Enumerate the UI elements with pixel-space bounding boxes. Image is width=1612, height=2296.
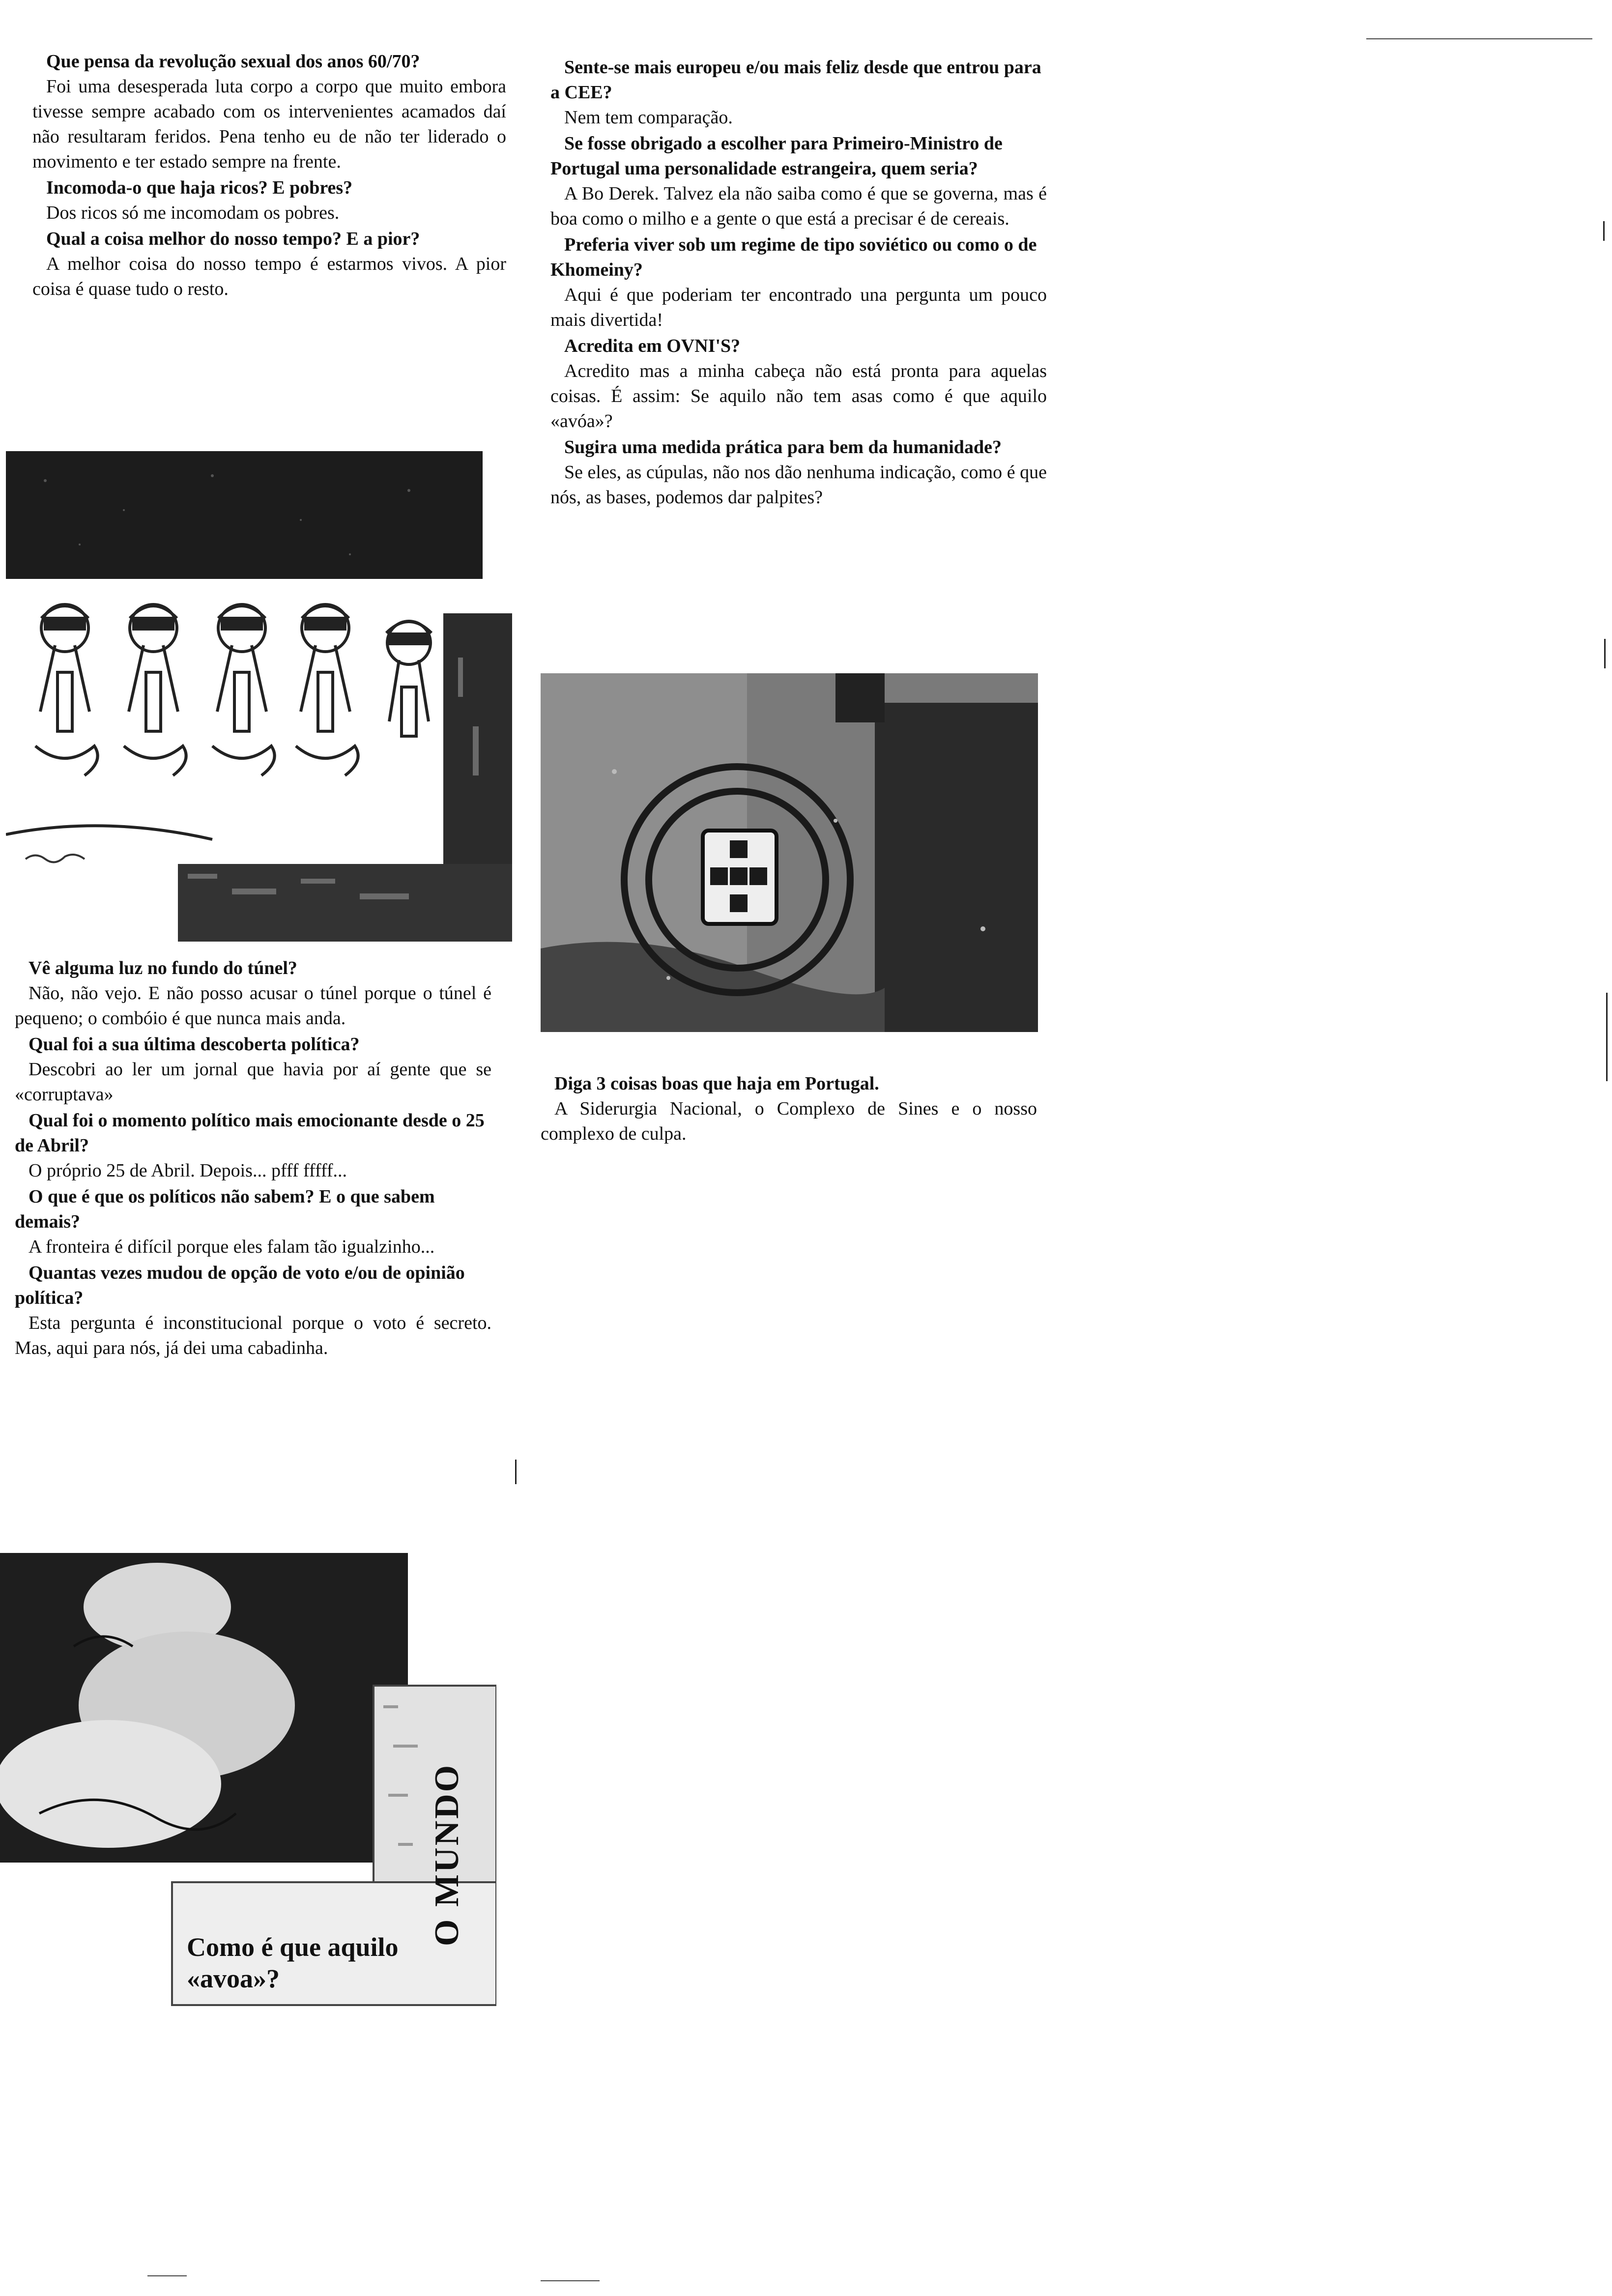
answer: Esta pergunta é inconstitucional porque o voto é secreto. Mas, aqui para nós, já dei uma cabadinha. xyxy=(15,1313,491,1358)
scan-mark xyxy=(515,1460,517,1484)
question: Incomoda-o que haja ricos? E pobres? xyxy=(46,177,353,198)
right-column-bottom xyxy=(541,1071,1037,1148)
answer: Dos ricos só me incomodam os pobres. xyxy=(46,202,340,223)
portuguese-flag-photo xyxy=(541,673,1038,1032)
question: Se fosse obrigado a escolher para Primeiro-Ministro de Portugal uma personalidade estrangeira, quem seria? xyxy=(550,133,1003,179)
left-column-top xyxy=(32,49,506,303)
answer: Acredito mas a minha cabeça não está pronta para aquelas coisas. É assim: Se aquilo não tem asas como é que aquilo «avóa»? xyxy=(550,361,1047,431)
question: Quantas vezes mudou de opção de voto e/ou de opinião política? xyxy=(15,1263,465,1308)
answer: A melhor coisa do nosso tempo é estarmos vivos. A pior coisa é quase tudo o resto. xyxy=(32,254,506,299)
question: Preferia viver sob um regime de tipo soviético ou como o de Khomeiny? xyxy=(550,234,1037,280)
clipping-headline: Como é que aquilo «avoa»? xyxy=(187,1932,399,1993)
question: Qual foi a sua última descoberta política? xyxy=(29,1034,360,1055)
cartoon-headphone-men xyxy=(6,451,512,942)
answer: Se eles, as cúpulas, não nos dão nenhuma indicação, como é que nós, as bases, podemos dar palpites? xyxy=(550,462,1047,508)
answer: Nem tem comparação. xyxy=(564,107,733,128)
scan-mark xyxy=(541,2280,600,2281)
question: O que é que os políticos não sabem? E o que sabem demais? xyxy=(15,1186,435,1232)
question: Diga 3 coisas boas que haja em Portugal. xyxy=(554,1073,879,1094)
question: Qual foi o momento político mais emocionante desde o 25 de Abril? xyxy=(15,1110,485,1156)
question: Que pensa da revolução sexual dos anos 60/70? xyxy=(46,51,420,72)
scan-mark xyxy=(147,2275,187,2276)
answer: Não, não vejo. E não posso acusar o túnel porque o túnel é pequeno; o combóio é que nunca mais anda. xyxy=(15,983,491,1029)
left-column-bottom xyxy=(15,956,491,1362)
answer: O próprio 25 de Abril. Depois... pfff fffff... xyxy=(29,1160,347,1181)
scan-mark xyxy=(1606,993,1608,1081)
scan-mark xyxy=(1604,639,1606,668)
scan-mark xyxy=(1366,38,1592,39)
answer: A fronteira é difícil porque eles falam tão igualzinho... xyxy=(29,1236,435,1257)
answer: Foi uma desesperada luta corpo a corpo que muito embora tivesse sempre acabado com os intervenientes acamados daí não resultaram feridos. Pena tenho eu de não ter liderado o movimento e ter estado sempre na frente. xyxy=(32,76,506,172)
right-column-top xyxy=(550,55,1047,511)
question: Acredita em OVNI'S? xyxy=(564,336,741,356)
answer: Aqui é que poderiam ter encontrado una pergunta um pouco mais divertida! xyxy=(550,285,1047,330)
question: Sente-se mais europeu e/ou mais feliz desde que entrou para a CEE? xyxy=(550,57,1041,103)
scan-mark xyxy=(1603,221,1605,241)
answer: A Bo Derek. Talvez ela não saiba como é que se governa, mas é boa como o milho e a gente o que está a precisar é de cereais. xyxy=(550,183,1047,229)
answer: Descobri ao ler um jornal que havia por aí gente que se «corruptava» xyxy=(15,1059,491,1105)
question: Vê alguma luz no fundo do túnel? xyxy=(29,958,297,978)
question: Qual a coisa melhor do nosso tempo? E a pior? xyxy=(46,229,420,249)
answer: A Siderurgia Nacional, o Complexo de Sines e o nosso complexo de culpa. xyxy=(541,1098,1037,1144)
clipping-masthead: O MUNDO xyxy=(428,1763,466,1946)
question: Sugira uma medida prática para bem da humanidade? xyxy=(564,437,1002,458)
